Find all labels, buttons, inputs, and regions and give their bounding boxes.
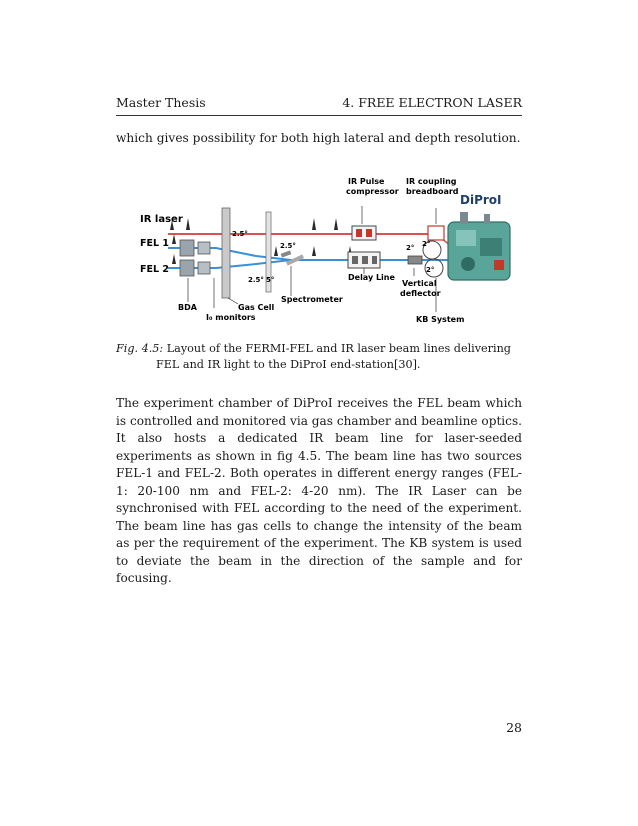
label-angle-25b: 2.5°	[280, 242, 296, 250]
beamline-figure	[116, 168, 522, 328]
label-fel1: FEL 1	[140, 238, 169, 249]
label-angle-5: 5°	[266, 276, 275, 284]
label-angle-25a: 2.5°	[232, 230, 248, 238]
mirror-1	[281, 250, 292, 257]
figure-caption	[116, 341, 522, 373]
delay-line-element-1	[352, 256, 358, 264]
monitor-block-2	[198, 262, 210, 274]
caption-text: Layout of the FERMI-FEL and IR laser beam lines delivering FEL and IR light to the DiProI end-station[30].	[156, 342, 511, 371]
ir-coupling-box	[428, 226, 444, 240]
label-vertical: Vertical	[402, 279, 437, 288]
label-delay-line: Delay Line	[348, 273, 395, 282]
label-angle-2a: 2°	[406, 244, 415, 252]
ir-compressor-element-1	[356, 229, 362, 237]
running-header	[116, 95, 522, 110]
beamline-diagram	[116, 168, 522, 328]
header-left: Master Thesis	[116, 95, 206, 110]
header-rule	[116, 115, 522, 116]
monitor-block-1	[198, 242, 210, 254]
label-angle-25c: 2.5°	[248, 276, 264, 284]
label-fel2: FEL 2	[140, 264, 169, 275]
page-number: 28	[506, 720, 522, 735]
delay-line-element-3	[372, 256, 377, 264]
label-ir-laser: IR laser	[140, 214, 183, 225]
label-diprol: DiProI	[460, 193, 502, 207]
label-i0-monitors: I₀ monitors	[206, 313, 256, 322]
label-angle-2b: 2°	[422, 240, 431, 248]
bda-block-1	[180, 240, 194, 256]
label-angle-2c: 2°	[426, 266, 435, 274]
caption-label: Fig. 4.5:	[116, 342, 164, 355]
bda-block-2	[180, 260, 194, 276]
vertical-deflector	[408, 256, 422, 264]
label-deflector: deflector	[400, 289, 441, 298]
intro-text: which gives possibility for both high lateral and depth resolution.	[116, 131, 521, 145]
diprol-chamber	[448, 212, 510, 280]
ir-compressor-box	[352, 226, 376, 240]
ir-compressor-element-2	[366, 229, 372, 237]
delay-line-element-2	[362, 256, 368, 264]
label-kb-system: KB System	[416, 315, 465, 324]
label-spectrometer: Spectrometer	[281, 295, 343, 304]
label-ir-pulse: IR Pulse	[348, 177, 385, 186]
label-gas-cell: Gas Cell	[238, 303, 275, 312]
body-paragraph: The experiment chamber of DiProI receives the FEL beam which is controlled and monitored via gas chamber and beamline optics. It also hosts a dedicated IR beam line for laser-seeded experiments as shown in fig 4.5. The beam line has two sources FEL-1 and FEL-2. Both operates in different energy ranges (FEL-1: 20-100 nm and FEL-2: 4-20 nm). The IR Laser can be synchronised with FEL according to the need of the experiment. The beam line has gas cells to change the intensity of the beam as per the requirement of the experiment. The KB system is used to deviate the beam in the direction of the sample and for focusing.	[116, 396, 522, 585]
label-bda: BDA	[178, 303, 197, 312]
label-ir-coupling: IR coupling	[406, 177, 457, 186]
gas-cell-wall	[222, 208, 230, 298]
label-compressor: compressor	[346, 187, 399, 196]
header-right: 4. FREE ELECTRON LASER	[342, 95, 522, 110]
label-breadboard: breadboard	[406, 187, 459, 196]
